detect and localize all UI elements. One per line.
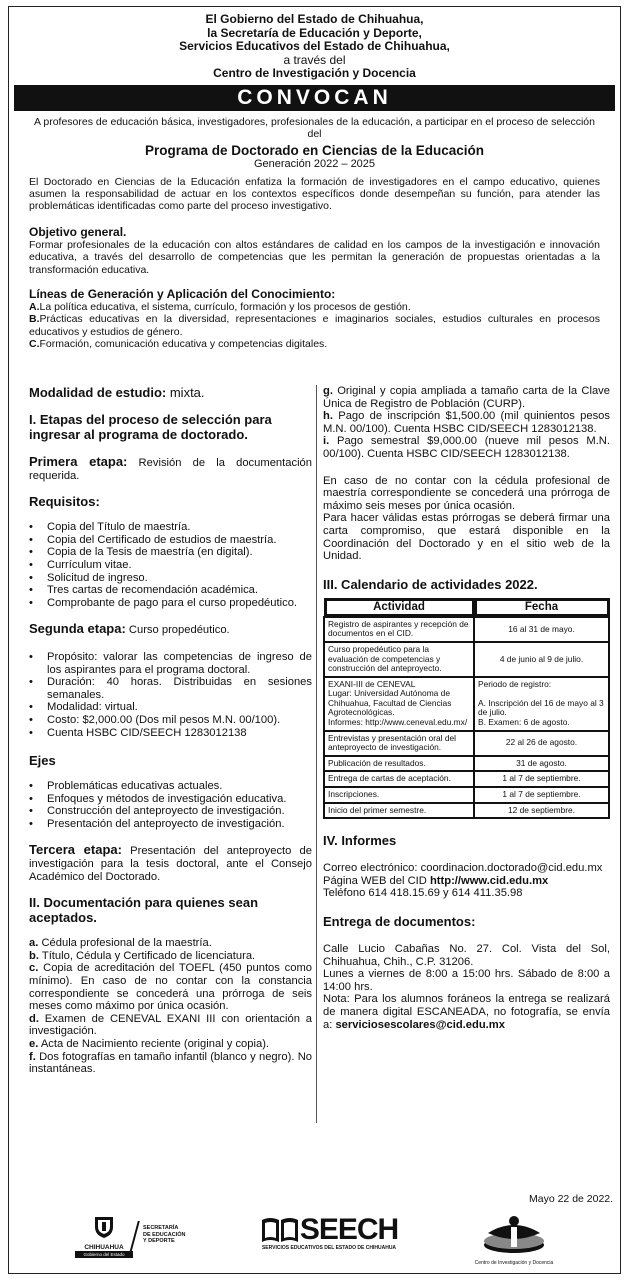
header-line5: Centro de Investigación y Docencia xyxy=(213,66,416,80)
header-line1: El Gobierno del Estado de Chihuahua, xyxy=(205,12,424,26)
email-line xyxy=(323,862,610,875)
chihuahua-logo-text: CHIHUAHUA xyxy=(84,1244,124,1251)
list-item: • Enfoques y métodos de investigación educativa. xyxy=(29,793,312,806)
program-title: Programa de Doctorado en Ciencias de la Educación xyxy=(144,142,485,158)
hours: Lunes a viernes de 8:00 a 15:00 hrs. Sábado de 8:00 a 14:00 hrs. xyxy=(323,968,610,993)
list-item: • Construcción del anteproyecto de investigación. xyxy=(29,805,312,818)
doc-text: Copia de acreditación del TOEFL (450 puntos como mínimo). En caso de no contar con la constancia correspondiente se concederá una prórroga de seis meses como máximo por única ocasión. xyxy=(29,962,312,1013)
note-email-link[interactable]: serviciosescolares@cid.edu.mx xyxy=(335,1018,505,1031)
cell-activity: Publicación de resultados. xyxy=(324,756,474,772)
list-item: • Tres cartas de recomendación académica. xyxy=(29,584,312,597)
calendar-title: III. Calendario de actividades 2022. xyxy=(323,576,538,592)
doc-text: Pago semestral $9,000.00 (nueve mil pesos M.N. 00/100). Cuenta HSBC CID/SEECH 1283012138. xyxy=(323,435,610,460)
calendar-body xyxy=(324,617,609,819)
sed-logo-text: SECRETARÍA DE EDUCACIÓN Y DEPORTE xyxy=(143,1225,186,1244)
doc-key: h. xyxy=(323,410,333,423)
info-title: IV. Informes xyxy=(323,833,397,849)
table-row xyxy=(324,617,609,642)
doc-key: a. xyxy=(29,937,39,950)
delivery-title: Entrega de documentos: xyxy=(323,914,476,929)
publication-date: Mayo 22 de 2022. xyxy=(529,1193,614,1205)
line-c-key: C. xyxy=(29,338,40,351)
list-item: • Modalidad: virtual. xyxy=(29,701,312,714)
cell-date: 4 de junio al 9 de julio. xyxy=(474,642,609,677)
seech-logo-sub: SERVICIOS EDUCATIVOS DEL ESTADO DE CHIHUAHUA xyxy=(261,1245,397,1251)
cell-activity: EXANI-III de CENEVAL Lugar: Universidad Autónoma de Chihuahua, Facultad de Ciencias Agrotecnológicas. Informes: http://www.ceneval.edu.mx/ xyxy=(324,677,474,731)
doc-text: Pago de inscripción $1,500.00 (mil quinientos pesos M.N. 00/100). Cuenta HSBC CID/SEECH 1283012138. xyxy=(323,410,610,435)
address: Calle Lucio Cabañas No. 27. Col. Vista del Sol, Chihuahua, Chih., C.P. 31206. xyxy=(323,943,610,968)
docs-list xyxy=(29,937,312,1076)
first-stage-text: Revisión de la documentación requerida. xyxy=(29,457,312,482)
chihuahua-shield-icon xyxy=(93,1215,115,1239)
list-item xyxy=(29,950,312,963)
col-header-activity-label: Actividad xyxy=(327,601,472,614)
modality xyxy=(29,385,312,400)
list-item: • Solicitud de ingreso. xyxy=(29,572,312,585)
line-b-text: Prácticas educativas en la diversidad, representaciones e imaginarios sociales, estudios culturales en procesos educativos y estudios de género. xyxy=(29,313,600,338)
header-line3: Servicios Educativos del Estado de Chihuahua, xyxy=(179,39,450,53)
doc-key: i. xyxy=(323,435,330,448)
table-row xyxy=(324,803,609,819)
modality-label: Modalidad de estudio: xyxy=(29,385,167,400)
course-account: Cuenta HSBC CID/SEECH 1283012138 xyxy=(47,726,247,739)
modality-value: mixta. xyxy=(166,385,205,400)
objective-title: Objetivo general. xyxy=(29,224,127,239)
list-item: • Copia del Certificado de estudios de maestría. xyxy=(29,534,312,547)
second-stage-label: Segunda etapa: xyxy=(29,621,126,637)
axes-list xyxy=(29,780,312,830)
document-frame xyxy=(8,6,621,1274)
list-item xyxy=(29,1013,312,1038)
book-icon xyxy=(260,1216,300,1244)
note-text: Nota: Para los alumnos foráneos la entrega se realizará de manera digital ESCANEADA, no fotografía, se envía a: xyxy=(323,993,610,1031)
email-link[interactable]: coordinacion.doctorado@cid.edu.mx xyxy=(420,862,603,875)
doc-text: Examen de CENEVAL EXANI III con orientación a investigación. xyxy=(29,1012,312,1038)
lines-title: Líneas de Generación y Aplicación del Conocimiento: xyxy=(29,286,336,301)
course-list xyxy=(29,651,312,739)
chihuahua-logo xyxy=(75,1215,133,1258)
column-separator xyxy=(316,385,317,1123)
intro-text: A profesores de educación básica, investigadores, profesionales de la educación, a participar en el proceso de selección del xyxy=(34,115,595,140)
table-row xyxy=(324,677,609,731)
list-item: • Copia de la Tesis de maestría (en digital). xyxy=(29,546,312,559)
doc-text: Original y copia ampliada a tamaño carta de la Clave Única de Registro de Población (CURP). xyxy=(323,385,610,410)
col-header-activity xyxy=(324,598,474,617)
cell-date: 1 al 7 de septiembre. xyxy=(474,787,609,803)
cell-activity: Inscripciones. xyxy=(324,787,474,803)
docs-list-continued xyxy=(323,385,610,461)
list-item: • Presentación del anteproyecto de investigación. xyxy=(29,818,312,831)
table-row xyxy=(324,787,609,803)
list-item: • Costo: $2,000.00 (Dos mil pesos M.N. 00/100). xyxy=(29,714,312,727)
cell-activity: Entrevistas y presentación oral del anteproyecto de investigación. xyxy=(324,731,474,756)
stages-title: I. Etapas del proceso de selección para ingresar al programa de doctorado. xyxy=(29,412,272,442)
seech-logo xyxy=(249,1215,409,1252)
table-row xyxy=(324,731,609,756)
line-b-key: B. xyxy=(29,313,40,326)
doc-key: d. xyxy=(29,1012,39,1025)
header-line2: la Secretaría de Educación y Deporte, xyxy=(207,25,422,40)
cell-date: 31 de agosto. xyxy=(474,756,609,772)
third-stage xyxy=(29,842,312,883)
extension-text: En caso de no contar con la cédula profesional de maestría correspondiente se concederá una prórroga de máximo seis meses por única ocasión. xyxy=(323,474,610,512)
seech-logo-text: SEECH xyxy=(299,1213,399,1246)
doc-text: Dos fotografías en tamaño infantil (blanco y negro). No instantáneas. xyxy=(29,1050,312,1076)
first-stage-label: Primera etapa: xyxy=(29,454,128,469)
email-label: Correo electrónico: xyxy=(323,862,421,875)
note xyxy=(323,993,610,1031)
cell-date: Periodo de registro: A. Inscripción del 16 de mayo al 3 de julio. B. Examen: 6 de agosto. xyxy=(474,677,609,731)
left-column xyxy=(29,385,312,1076)
table-row xyxy=(324,756,609,772)
calendar-table xyxy=(323,598,610,820)
phone-line: Teléfono 614 418.15.69 y 614 411.35.98 xyxy=(323,887,523,900)
requirements-title: Requisitos: xyxy=(29,494,100,510)
list-item xyxy=(29,1051,312,1076)
doc-text: Título, Cédula y Certificado de licenciatura. xyxy=(38,949,256,962)
list-item: • Currículum vitae. xyxy=(29,559,312,572)
cid-logo-text: Centro de Investigación y Docencia xyxy=(474,1260,554,1266)
line-b xyxy=(29,313,600,338)
list-item xyxy=(29,727,312,740)
cell-activity: Inicio del primer semestre. xyxy=(324,803,474,819)
doc-text: Cédula profesional de la maestría. xyxy=(38,937,212,950)
convocan-banner: CONVOCAN xyxy=(14,85,615,111)
cell-date: 16 al 31 de mayo. xyxy=(474,617,609,642)
doc-key: c. xyxy=(29,962,39,975)
list-item xyxy=(323,435,610,460)
generation: Generación 2022 – 2025 xyxy=(253,157,376,170)
cell-activity: Curso propedéutico para la evaluación de competencias y construcción del anteproyecto. xyxy=(324,642,474,677)
line-a-key: A. xyxy=(29,300,40,313)
cell-activity: Registro de aspirantes y recepción de documentos en el CID. xyxy=(324,617,474,642)
col-header-date-label: Fecha xyxy=(477,601,607,614)
doc-text: Acta de Nacimiento reciente (original y copia). xyxy=(38,1038,270,1050)
web-line xyxy=(323,875,610,888)
table-row xyxy=(324,642,609,677)
axes-title: Ejes xyxy=(29,753,56,769)
cell-activity: Entrega de cartas de aceptación. xyxy=(324,771,474,787)
list-item xyxy=(29,1038,312,1051)
list-item xyxy=(323,410,610,435)
cell-date: 12 de septiembre. xyxy=(474,803,609,819)
line-a xyxy=(29,301,600,313)
list-item xyxy=(29,937,312,950)
line-c-text: Formación, comunicación educativa y competencias digitales. xyxy=(39,338,328,351)
cell-date: 22 al 26 de agosto. xyxy=(474,731,609,756)
cell-date: 1 al 7 de septiembre. xyxy=(474,771,609,787)
third-stage-text: Presentación del anteproyecto de investigación para la tesis doctoral, ante el Consejo Académico del Doctorado. xyxy=(29,845,312,883)
list-item: • Duración: 40 horas. Distribuidas en sesiones semanales. xyxy=(29,676,312,701)
footer-logos xyxy=(9,1213,622,1273)
right-column xyxy=(323,385,610,1031)
doc-key: f. xyxy=(29,1050,36,1063)
web-link[interactable]: http://www.cid.edu.mx xyxy=(429,874,549,887)
requirements-list xyxy=(29,521,312,609)
chihuahua-logo-sub: Gobierno del Estado xyxy=(75,1251,133,1258)
list-item xyxy=(29,962,312,1012)
line-a-text: La política educativa, el sistema, currículo, formación y los procesos de gestión. xyxy=(39,300,411,313)
lines-list xyxy=(29,301,600,351)
extension-text-2: Para hacer válidas estas prórrogas se deberá firmar una carta compromiso, que estará disponible en la Coordinación del Doctorado y en el sitio web de la Unidad. xyxy=(323,512,610,563)
second-stage xyxy=(29,621,312,637)
col-header-date xyxy=(474,598,609,617)
header-line4: a través del xyxy=(283,52,346,67)
list-item: • Problemáticas educativas actuales. xyxy=(29,780,312,793)
table-row xyxy=(324,771,609,787)
third-stage-label: Tercera etapa: xyxy=(29,842,122,858)
docs-title: II. Documentación para quienes sean aceptados. xyxy=(29,895,259,926)
web-label: Página WEB del CID xyxy=(323,874,430,887)
objective-text: Formar profesionales de la educación con altos estándares de calidad en los campos de la investigación e innovación educativa, a través del desarrollo de competencias que les permitan la generación de propuestas orientadas a la transformación educativa. xyxy=(29,238,600,276)
line-c xyxy=(29,338,600,350)
list-item xyxy=(323,385,610,410)
doc-key: b. xyxy=(29,949,39,962)
cid-logo xyxy=(474,1215,554,1267)
list-item: • Copia del Título de maestría. xyxy=(29,521,312,534)
cid-emblem-icon xyxy=(478,1215,550,1255)
list-item: • Comprobante de pago para el curso propedéutico. xyxy=(29,597,312,610)
first-stage xyxy=(29,454,312,482)
second-stage-text: Curso propedéutico. xyxy=(125,624,230,637)
list-item: • Propósito: valorar las competencias de ingreso de los aspirantes para el programa doctoral. xyxy=(29,651,312,676)
program-description: El Doctorado en Ciencias de la Educación enfatiza la formación de investigadores en el campo educativo, quienes asumen la responsabilidad de actuar en los contextos específicos donde desempeñan su función, para atender las problemáticas identificadas como parte del proceso investigativo. xyxy=(29,175,600,213)
doc-key: e. xyxy=(29,1038,39,1050)
doc-key: g. xyxy=(323,385,333,397)
header xyxy=(9,7,620,81)
